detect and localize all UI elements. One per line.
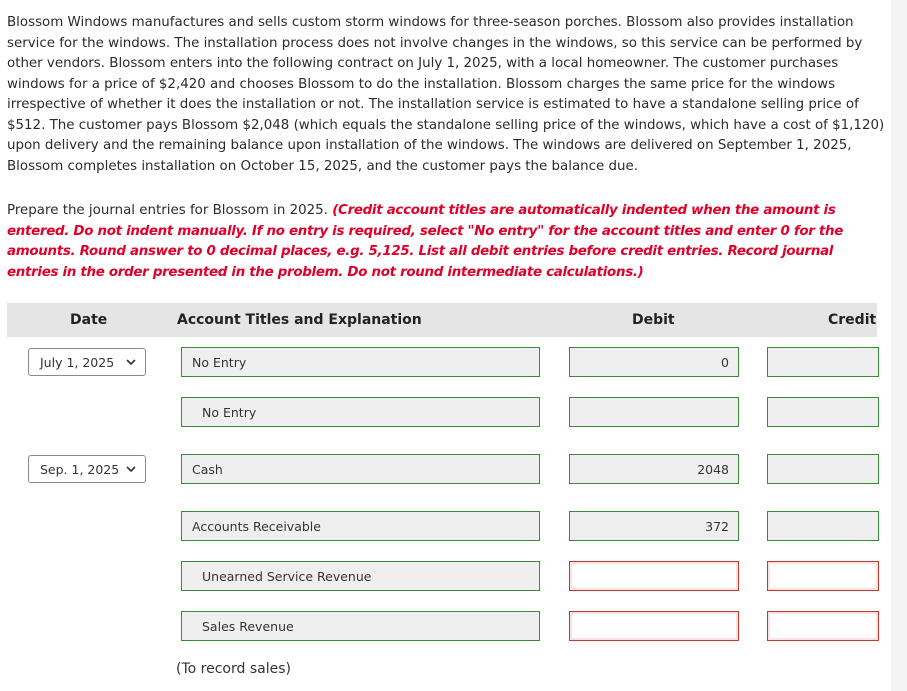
date-value: July 1, 2025 xyxy=(40,355,115,370)
account-field-row-5[interactable]: Unearned Service Revenue xyxy=(181,561,540,591)
credit-field-row-3[interactable] xyxy=(767,454,879,484)
right-scroll-gutter xyxy=(891,0,907,691)
instructions-note: (Credit account titles are automatically indented when the amount is entered. Do not indent manually. If no entry is required, select "No entry" for the account titles and enter 0 for the amounts. Round answer to 0 decimal places, e.g. 5,125. List all debit entries before credit entries. Record journal entries in the order presented in the problem. Do not round intermediate calculations.) xyxy=(7,203,844,280)
instructions-lead: Prepare the journal entries for Blossom in 2025. xyxy=(7,203,333,218)
entry-explanation: (To record sales) xyxy=(176,661,291,677)
account-field-row-6[interactable]: Sales Revenue xyxy=(181,611,540,641)
account-field-row-2[interactable]: No Entry xyxy=(181,397,540,427)
problem-statement: Blossom Windows manufactures and sells custom storm windows for three-season porches. Blossom also provides installation service for the windows. The installation process does not involve changes in the windows, so this service can be performed by other vendors. Blossom enters into the following contract on July 1, 2025, with a local homeowner. The customer purchases windows for a price of $2,420 and chooses Blossom to do the installation. Blossom charges the same price for the windows irrespective of whether it does the installation or not. The installation service is estimated to have a standalone selling price of $512. The customer pays Blossom $2,048 (which equals the standalone selling price of the windows, which have a cost of $1,120) upon delivery and the remaining balance upon installation of the windows. The windows are delivered on September 1, 2025, Blossom completes installation on October 15, 2025, and the customer pays the balance due. xyxy=(7,15,885,174)
header-credit: Credit xyxy=(828,312,877,328)
debit-field-row-2[interactable] xyxy=(569,397,739,427)
account-field-row-3[interactable]: Cash xyxy=(181,454,540,484)
debit-field-row-4[interactable]: 372 xyxy=(569,511,739,541)
date-value: Sep. 1, 2025 xyxy=(40,462,120,477)
credit-field-row-4[interactable] xyxy=(767,511,879,541)
account-field-row-1[interactable]: No Entry xyxy=(181,347,540,377)
header-debit: Debit xyxy=(632,312,675,328)
account-field-row-4[interactable]: Accounts Receivable xyxy=(181,511,540,541)
credit-field-row-5[interactable] xyxy=(767,561,879,591)
journal-table-header xyxy=(7,303,877,337)
credit-field-row-1[interactable] xyxy=(767,347,879,377)
instructions xyxy=(7,201,887,283)
header-date: Date xyxy=(70,312,108,328)
credit-field-row-6[interactable] xyxy=(767,611,879,641)
debit-field-row-3[interactable]: 2048 xyxy=(569,454,739,484)
chevron-down-icon xyxy=(126,465,136,473)
date-select-row-3[interactable] xyxy=(28,455,146,483)
credit-field-row-2[interactable] xyxy=(767,397,879,427)
debit-field-row-1[interactable]: 0 xyxy=(569,347,739,377)
debit-field-row-5[interactable] xyxy=(569,561,739,591)
date-select-row-1[interactable] xyxy=(28,348,146,376)
chevron-down-icon xyxy=(126,358,136,366)
header-account: Account Titles and Explanation xyxy=(177,312,422,328)
debit-field-row-6[interactable] xyxy=(569,611,739,641)
